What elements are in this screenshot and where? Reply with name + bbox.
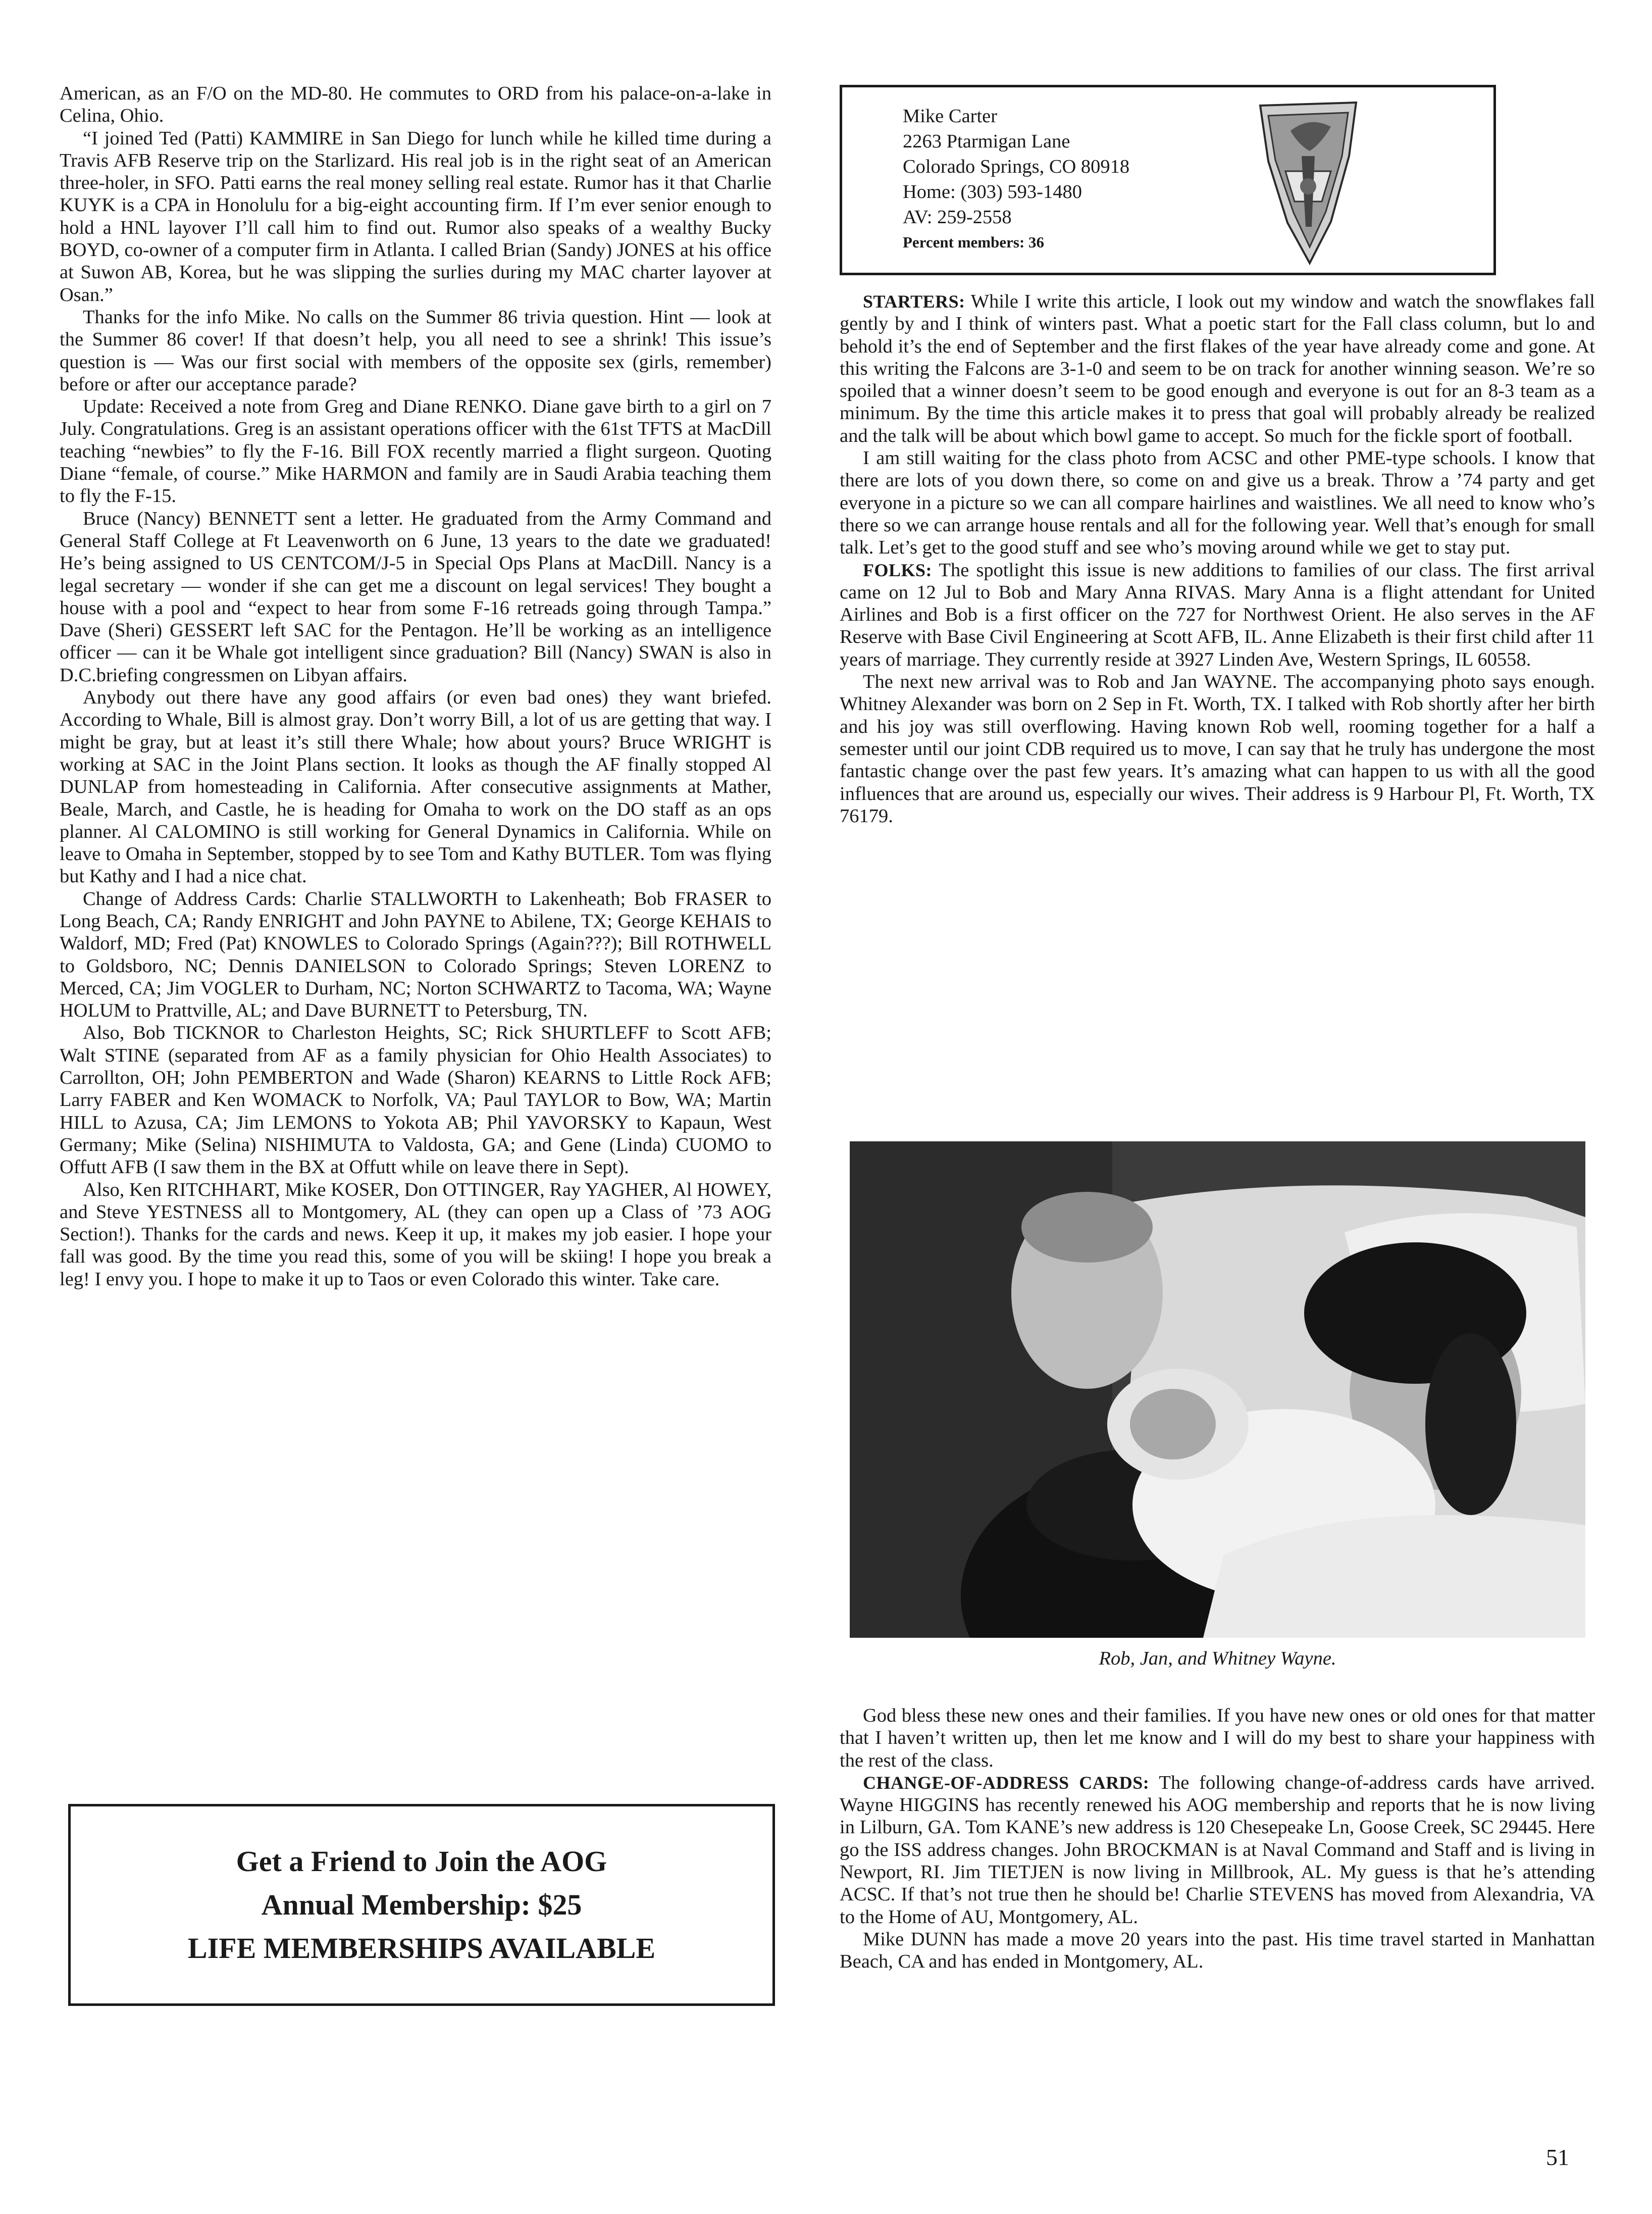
page-number: 51: [1546, 2144, 1569, 2170]
ad-line: LIFE MEMBERSHIPS AVAILABLE: [187, 1932, 656, 1965]
contact-details: [903, 104, 1129, 255]
change-of-address-text: The following change-of-address cards have arrived. Wayne HIGGINS has recently renewed his AOG membership and reports that he is now living in Lilburn, GA. Tom KANE’s new address is 120 Chesepeake Ln, Goose Creek, SC 29445. Here go the ISS address changes. John BROCKMAN is at Naval Command and Staff and is living in Newport, RI. Jim TIETJEN is now living in Millbrook, AL. My guess is that he’s attending ACSC. If that’s not true then he should be! Charlie STEVENS has moved from Alexandria, VA to the Home of AU, Montgomery, AL.: [840, 1772, 1595, 1928]
right-column-top: [840, 290, 1595, 827]
contact-street: 2263 Ptarmigan Lane: [903, 131, 1070, 152]
paragraph: Also, Ken RITCHHART, Mike KOSER, Don OTTINGER, Ray YAGHER, Al HOWEY, and Steve YESTNESS all to Montgomery, AL (they can open up a Class of ’73 AOG Section!). Thanks for the cards and news. Keep it up, it makes my job easier. I hope your fall was good. By the time you read this, some of you will be skiing! I hope you break a leg! I envy you. I hope to make it up to Taos or even Colorado this winter. Take care.: [60, 1179, 771, 1290]
starters-heading: STARTERS:: [863, 291, 965, 312]
folks-heading: FOLKS:: [863, 560, 933, 580]
ad-line: Get a Friend to Join the AOG: [236, 1845, 607, 1878]
contact-city: Colorado Springs, CO 80918: [903, 156, 1130, 177]
right-column-bottom: [840, 1704, 1595, 1973]
paragraph: Bruce (Nancy) BENNETT sent a letter. He graduated from the Army Command and General Staff College at Ft Leavenworth on 6 June, 13 years to the date we graduated! He’s being assigned to US CENTCOM/J-5 in Special Ops Plans at MacDill. Nancy is a legal secretary — wonder if she can get me a discount on legal services! They bought a house with a pool and “expect to hear from some F-16 retreads going through Tampa.” Dave (Sheri) GESSERT left SAC for the Pentagon. He’ll be working as an intelligence officer — can it be Whale got intelligent since graduation? Bill (Nancy) SWAN is also in D.C.briefing congressmen on Libyan affairs.: [60, 508, 771, 686]
contact-av-phone: AV: 259-2558: [903, 207, 1012, 228]
paragraph: American, as an F/O on the MD-80. He commutes to ORD from his palace-on-a-lake in Celina, Ohio.: [60, 83, 771, 127]
percent-members: Percent members: 36: [903, 233, 1045, 251]
paragraph: Thanks for the info Mike. No calls on the Summer 86 trivia question. Hint — look at the Summer 86 cover! If that doesn’t help, you all need to see a shrink! This issue’s question is — Was our first social with members of the opposite sex (girls, remember) before or after our acceptance parade?: [60, 306, 771, 395]
paragraph: “I joined Ted (Patti) KAMMIRE in San Diego for lunch while he killed time during a Travis AFB Reserve trip on the Starlizard. His real job is in the right seat of an American three-holer, in SFO. Patti earns the real money selling real estate. Rumor has it that Charlie KUYK is a CPA in Honolulu for a big-eight accounting firm. If I’m ever senior enough to hold a HNL layover I’ll call him to find out. Rumor also speaks of a wealthy Bucky BOYD, co-owner of a computer firm in Atlanta. I called Brian (Sandy) JONES at his office at Suwon AB, Korea, but he was slipping the surlies during my MAC charter layover at Osan.”: [60, 127, 771, 306]
class-contact-box: [840, 85, 1496, 275]
paragraph: Mike DUNN has made a move 20 years into the past. His time travel started in Manhattan Beach, CA and has ended in Montgomery, AL.: [840, 1928, 1595, 1973]
paragraph: Update: Received a note from Greg and Diane RENKO. Diane gave birth to a girl on 7 July. Congratulations. Greg is an assistant operations officer with the 61st TFTS at MacDill teaching “newbies” to fly the F-16. Bill FOX recently married a flight surgeon. Quoting Diane “female, of course.” Mike HARMON and family are in Saudi Arabia teaching them to fly the F-15.: [60, 396, 771, 507]
ad-line: Annual Membership: $25: [261, 1888, 582, 1921]
paragraph: God bless these new ones and their families. If you have new ones or old ones for that matter that I haven’t written up, then let me know and I will do my best to share your happiness with the rest of the class.: [840, 1705, 1595, 1771]
change-of-address-heading: CHANGE-OF-ADDRESS CARDS:: [863, 1772, 1150, 1793]
folks-text: The spotlight this issue is new additions to families of our class. The first arrival came on 12 Jul to Bob and Mary Anna RIVAS. Mary Anna is a flight attendant for United Airlines and Bob is a first officer on the 727 for Northwest Orient. He also serves in the AF Reserve with Base Civil Engineering at Scott AFB, IL. Anne Elizabeth is their first child after 11 years of marriage. They currently reside at 3927 Linden Ave, Western Springs, IL 60558.: [840, 559, 1595, 670]
family-photo: [850, 1141, 1585, 1638]
paragraph: Also, Bob TICKNOR to Charleston Heights, SC; Rick SHURTLEFF to Scott AFB; Walt STINE (separated from AF as a family physician for Ohio Health Associates) to Carrollton, OH; John PEMBERTON and Wade (Sharon) KEARNS to Little Rock AFB; Larry FABER and Ken WOMACK to Norfolk, VA; Paul TAYLOR to Bow, WA; Martin HILL to Azusa, CA; Jim LEMONS to Yokota AB; Phil YAVORSKY to Kapaun, West Germany; Mike (Selina) NISHIMUTA to Valdosta, GA; and Gene (Linda) CUOMO to Offutt AFB (I saw them in the BX at Offutt while on leave there in Sept).: [60, 1022, 771, 1178]
contact-name: Mike Carter: [903, 106, 998, 127]
paragraph: Anybody out there have any good affairs (or even bad ones) they want briefed. According to Whale, Bill is almost gray. Don’t worry Bill, a lot of us are getting that way. I might be gray, but at least it’s still there Whale; how about yours? Bruce WRIGHT is working at SAC in the Joint Plans section. It looks as though the AF finally stopped Al DUNLAP from homesteading in California. After consecutive assignments at Mather, Beale, March, and Castle, he is heading for Omaha to work on the DO staff as an ops planner. Al CALOMINO is still working for General Dynamics in California. While on leave to Omaha in September, stopped by to see Tom and Kathy BUTLER. Tom was flying but Kathy and I had a nice chat.: [60, 687, 771, 887]
aog-membership-ad: [68, 1804, 775, 2006]
starters-text: While I write this article, I look out my window and watch the snowflakes fall gently by and I think of winters past. What a poetic start for the Fall class column, but lo and behold it’s the end of September and the first flakes of the year have already come and gone. At this writing the Falcons are 3-1-0 and seem to be on track for another winning season. We’re so spoiled that a winner doesn’t seem to be good enough and everyone is out for an 8-3 team as a minimum. By the time this article makes it to press that goal will probably already be realized and the talk will be about which bowl game to accept. So much for the fickle sport of football.: [840, 291, 1595, 446]
class-of-74-crest-icon: [1255, 95, 1361, 267]
contact-home-phone: Home: (303) 593-1480: [903, 181, 1082, 203]
photo-caption: Rob, Jan, and Whitney Wayne.: [1099, 1648, 1336, 1669]
left-column: [60, 82, 771, 1290]
paragraph: Change of Address Cards: Charlie STALLWORTH to Lakenheath; Bob FRASER to Long Beach, CA; Randy ENRIGHT and John PAYNE to Abilene, TX; George KEHAIS to Waldorf, MD; Fred (Pat) KNOWLES to Colorado Springs (Again???); Bill ROTHWELL to Goldsboro, NC; Dennis DANIELSON to Colorado Springs; Steven LORENZ to Merced, CA; Jim VOGLER to Durham, NC; Norton SCHWARTZ to Tacoma, WA; Wayne HOLUM to Prattville, AL; and Dave BURNETT to Petersburg, TN.: [60, 888, 771, 1022]
paragraph: The next new arrival was to Rob and Jan WAYNE. The accompanying photo says enough. Whitney Alexander was born on 2 Sep in Ft. Worth, TX. I talked with Rob shortly after her birth and his joy was still overflowing. Having known Rob well, rooming together for a half a semester until our joint CDB required us to move, I can say that he truly has undergone the most fantastic change over the past few years. It’s amazing what can happen to us with all the good influences that are around us, especially our wives. Their address is 9 Harbour Pl, Ft. Worth, TX 76179.: [840, 671, 1595, 827]
paragraph: I am still waiting for the class photo from ACSC and other PME-type schools. I know that there are lots of you down there, so come on and give us a break. Throw a ’74 party and get everyone in a picture so we can all compare hairlines and waistlines. We all need to know who’s there so we can arrange house rentals and all for the following year. Well that’s enough for small talk. Let’s get to the good stuff and see who’s moving around while we get to stay put.: [840, 447, 1595, 559]
